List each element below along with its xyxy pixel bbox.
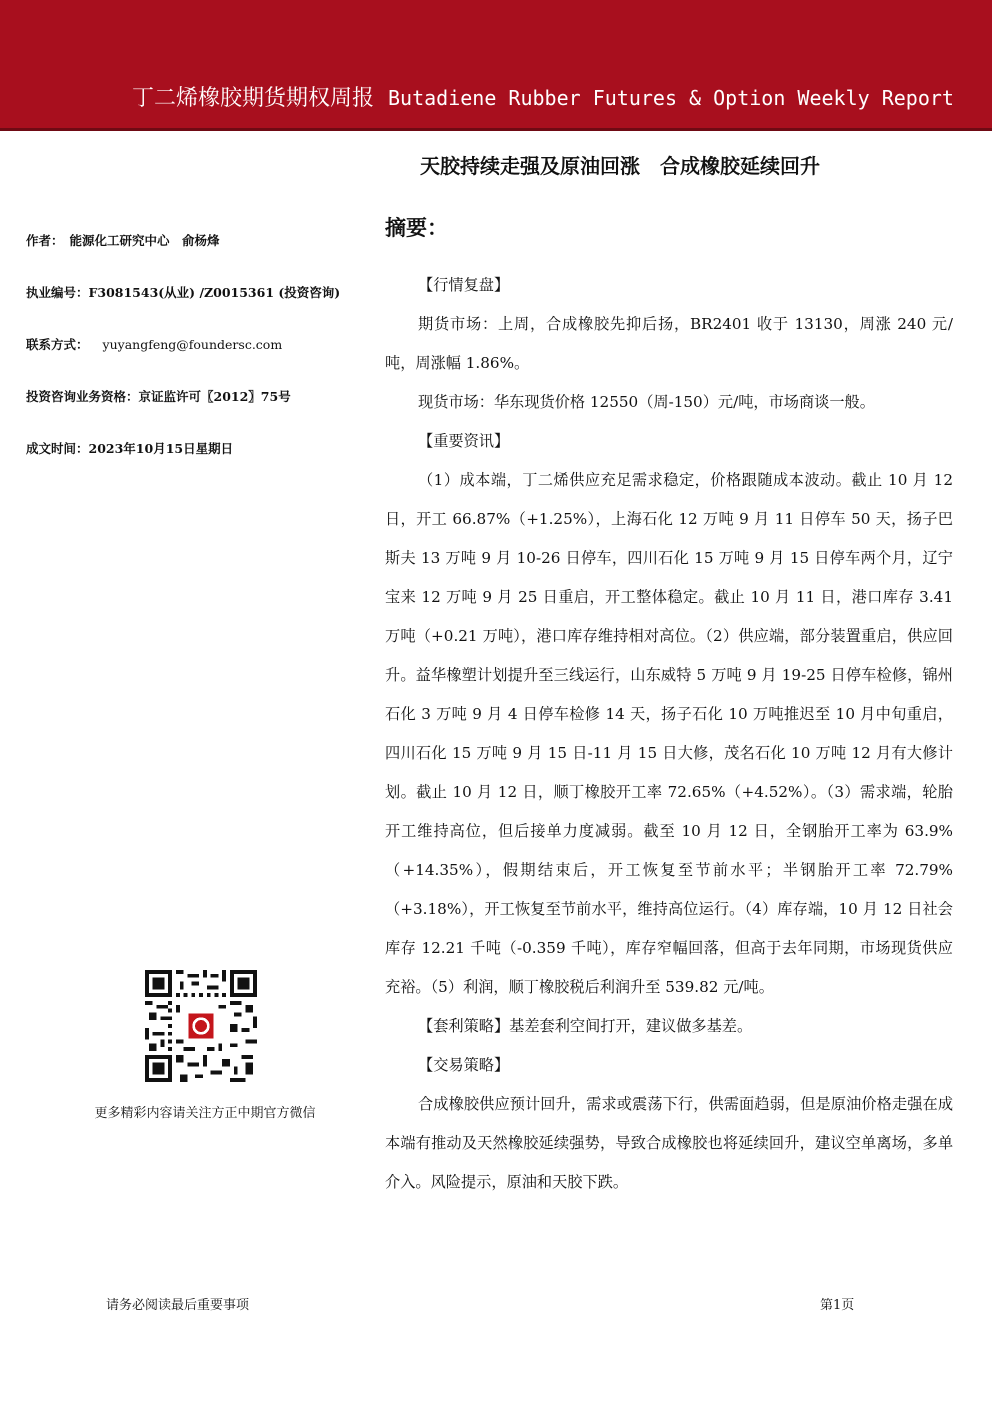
futures-paragraph: 期货市场：上周，合成橡胶先抑后扬，BR2401 收于 13130，周涨 240 元/吨，周涨幅 1.86%。: [385, 315, 953, 372]
summary-section: [385, 208, 953, 1202]
contact-email[interactable]: yuyangfeng@foundersc.com: [102, 337, 283, 352]
wechat-qr-code-icon: [145, 970, 257, 1082]
author-row: [26, 228, 366, 280]
summary-heading: 摘要：: [385, 216, 448, 240]
report-title-en: Butadiene Rubber Futures & Option Weekly Report: [388, 86, 954, 110]
news-title: 【重要资讯】: [418, 432, 510, 450]
report-title: [132, 84, 954, 113]
qualification-label: 投资咨询业务资格：: [26, 389, 139, 404]
date-row: [26, 436, 366, 488]
license-label: 执业编号：: [26, 285, 89, 300]
arbitrage-paragraph: [385, 1007, 953, 1046]
report-title-cn: 丁二烯橡胶期货期权周报: [132, 86, 375, 111]
author-label: 作者：: [26, 233, 64, 248]
date-value: 2023年10月15日星期日: [88, 441, 234, 456]
review-title: 【行情复盘】: [418, 276, 510, 294]
date-label: 成文时间：: [26, 441, 89, 456]
headline-part1: 天胶持续走强及原油回涨: [420, 154, 640, 178]
arbitrage-text: 基差套利空间打开，建议做多基差。: [509, 1017, 753, 1035]
trading-paragraph: 合成橡胶供应预计回升，需求或震荡下行，供需面趋弱，但是原油价格走强在成本端有推动及天然橡胶延续强势，导致合成橡胶也将延续回升，建议空单离场，多单介入。风险提示，原油和天胶下跌。: [385, 1095, 953, 1191]
spot-paragraph: 现货市场：华东现货价格 12550（周-150）元/吨，市场商谈一般。: [418, 393, 875, 411]
author-value: 能源化工研究中心 俞杨烽: [69, 233, 220, 248]
trading-title: 【交易策略】: [418, 1056, 510, 1074]
qualification-row: [26, 384, 366, 436]
qualification-value: 京证监许可〖2012〗75号: [138, 389, 291, 404]
arbitrage-title: 【套利策略】: [418, 1017, 510, 1035]
qr-caption: 更多精彩内容请关注方正中期官方微信: [94, 1106, 316, 1121]
contact-row: [26, 332, 366, 384]
footer-notice: 请务必阅读最后重要事项: [106, 1298, 250, 1313]
page-number: 第1页: [820, 1298, 855, 1313]
license-row: [26, 280, 366, 332]
news-paragraph: （1）成本端，丁二烯供应充足需求稳定，价格跟随成本波动。截止 10 月 12 日，开工 66.87%（+1.25%），上海石化 12 万吨 9 月 11 日停车 50 天，扬子巴斯夫 13 万吨 9 月 10-26 日停车，四川石化 15 万吨 9 月 15 日停车两个月，辽宁宝来 12 万吨 9 月 25 日重启，开工整体稳定。截止 10 月 11 日，港口库存 3.41 万吨（+0.21 万吨），港口库存维持相对高位。（2）供应端，部分装置重启，供应回升。益华橡塑计划提升至三线运行，山东威特 5 万吨 9 月 19-25 日停车检修，锦州石化 3 万吨 9 月 4 日停车检修 14 天，扬子石化 10 万吨推迟至 10 月中旬重启，四川石化 15 万吨 9 月 15 日-11 月 15 日大修，茂名石化 10 万吨 12 月有大修计划。截止 10 月 12 日，顺丁橡胶开工率 72.65%（+4.52%）。（3）需求端，轮胎开工维持高位，但后接单力度减弱。截至 10 月 12 日，全钢胎开工率为 63.9%（+14.35%），假期结束后，开工恢复至节前水平；半钢胎开工率 72.79%（+3.18%），开工恢复至节前水平，维持高位运行。（4）库存端，10 月 12 日社会库存 12.21 千吨（-0.359 千吨），库存窄幅回落，但高于去年同期，市场现货供应充裕。（5）利润，顺丁橡胶税后利润升至 539.82 元/吨。: [385, 471, 953, 996]
header-rule: [0, 128, 992, 131]
contact-label: 联系方式：: [26, 337, 89, 352]
author-sidebar: [26, 228, 366, 488]
headline-part2: 合成橡胶延续回升: [660, 154, 820, 178]
license-value: F3081543(从业) /Z0015361 (投资咨询): [88, 285, 341, 300]
page-headline: [420, 150, 920, 182]
